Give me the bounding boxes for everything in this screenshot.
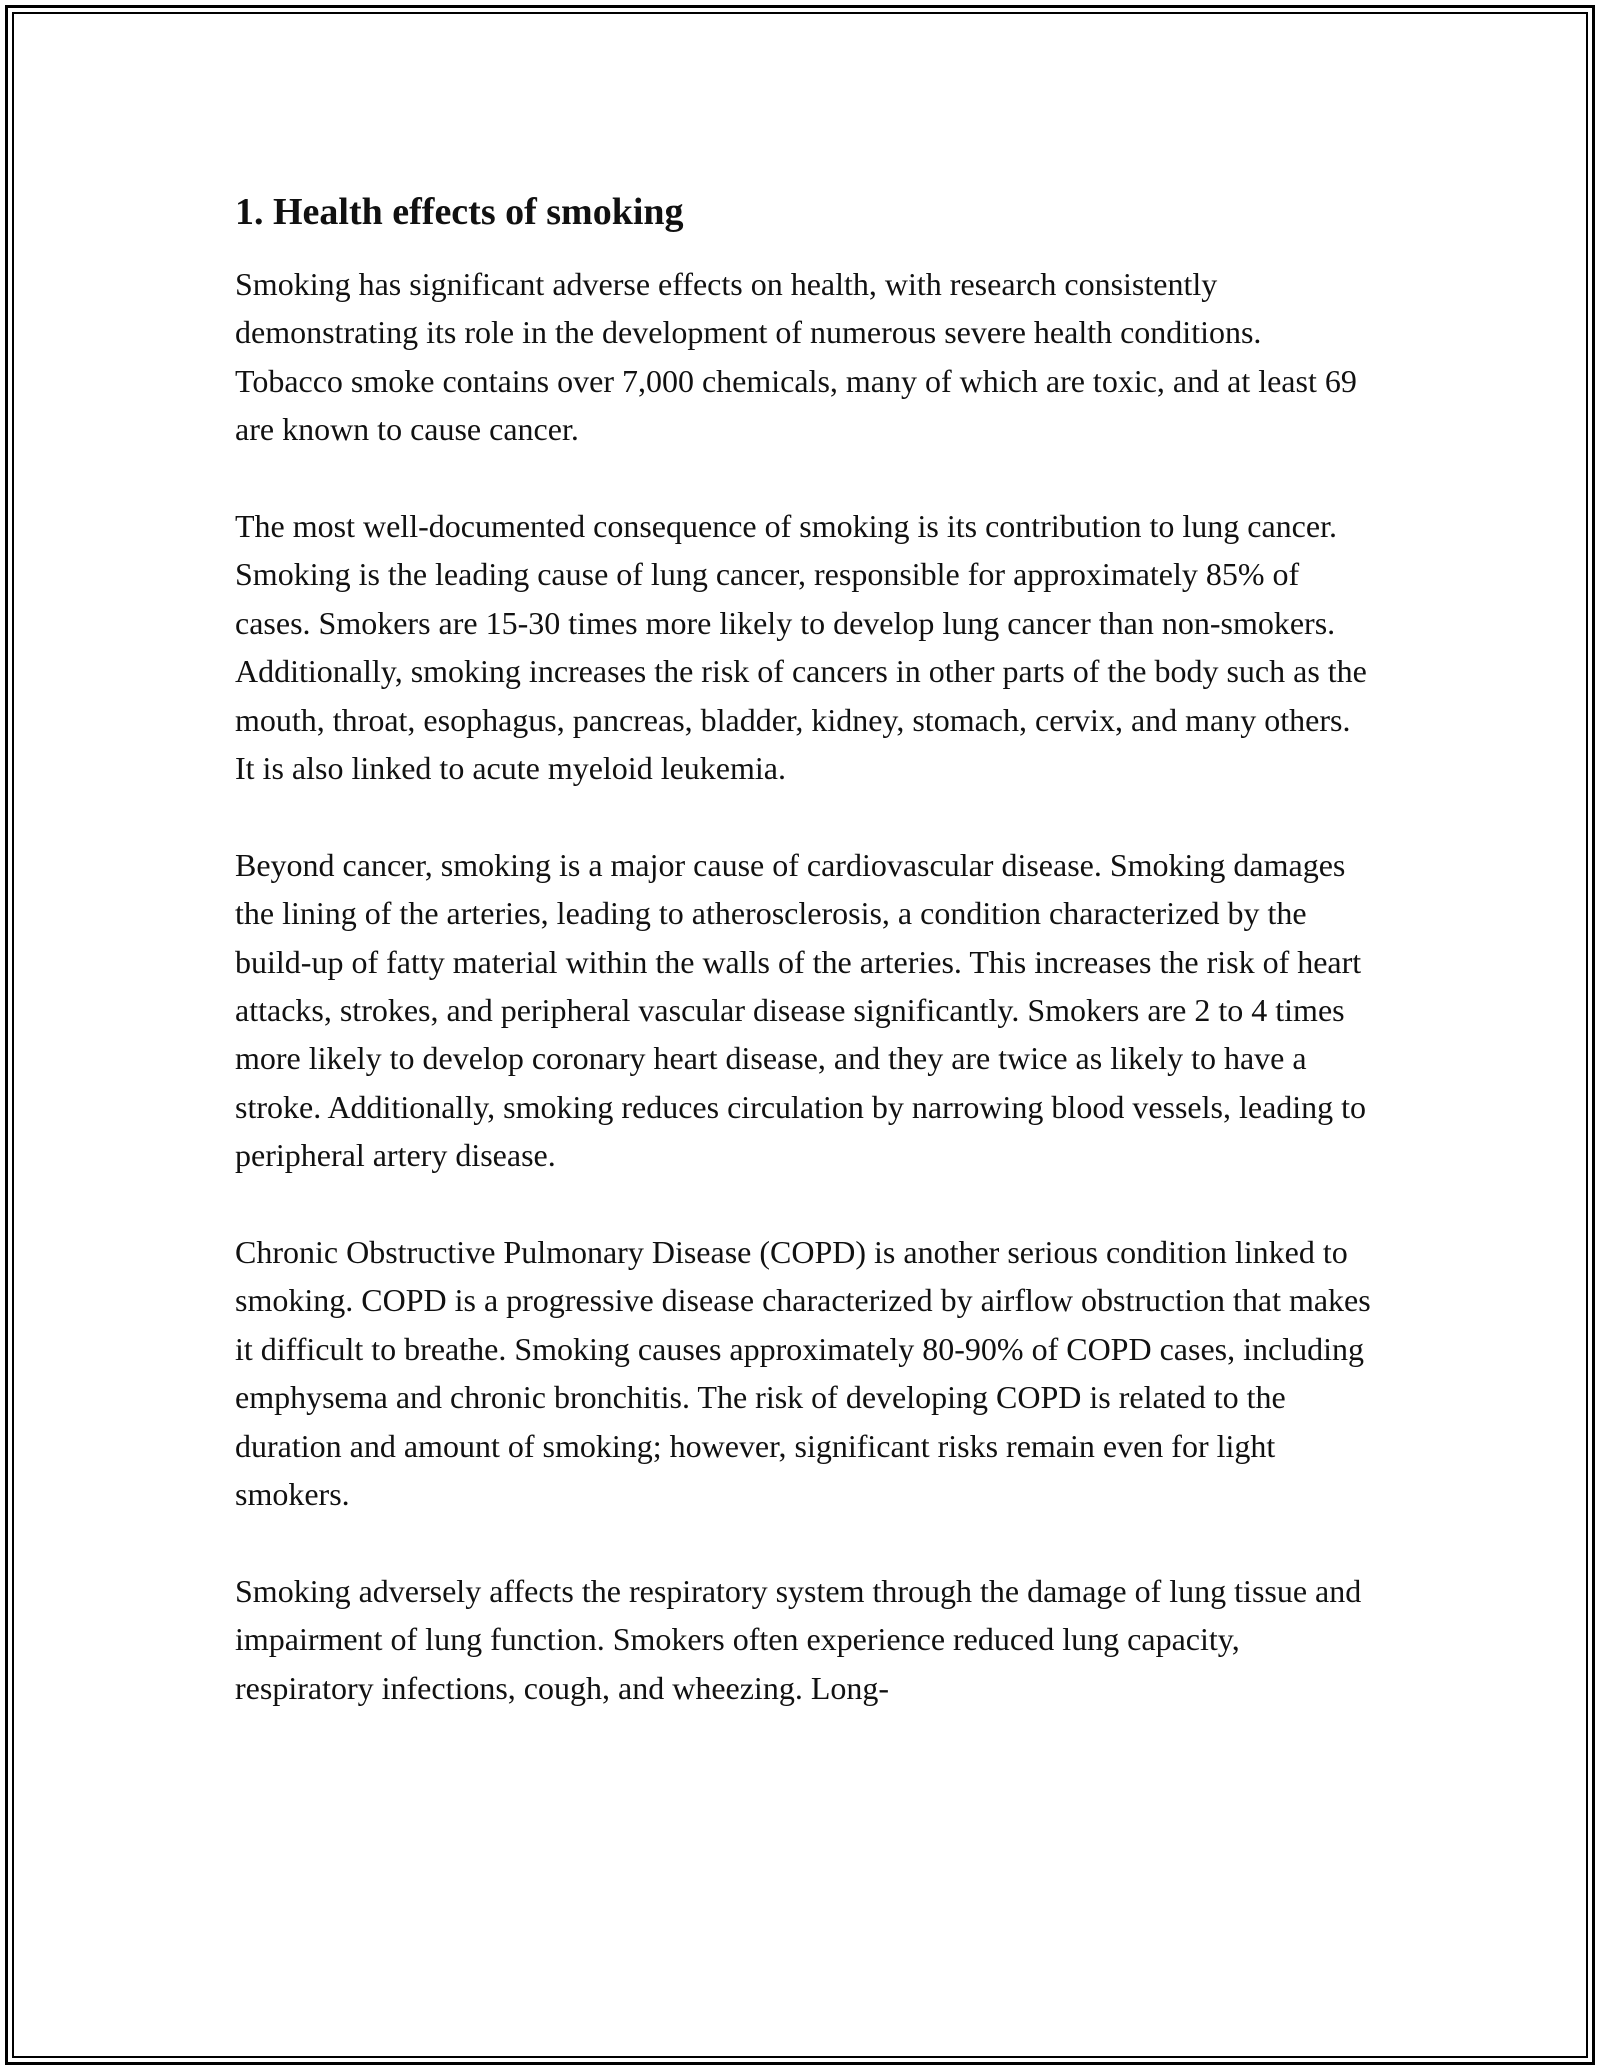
paragraph-cardiovascular-disease: Beyond cancer, smoking is a major cause of cardiovascular disease. Smoking damages the lining of the arteries, leading to atherosclerosis, a condition characterized by the build-up of fatty material within the walls of the arteries. This increases the risk of heart attacks, strokes, and peripheral vascular disease significantly. Smokers are 2 to 4 times more likely to develop coronary heart disease, and they are twice as likely to have a stroke. Additionally, smoking reduces circulation by narrowing blood vessels, leading to peripheral artery disease. xyxy=(235,846,1367,1174)
paragraph-copd: Chronic Obstructive Pulmonary Disease (COPD) is another serious condition linked to smoking. COPD is a progressive disease characterized by airflow obstruction that makes it difficult to breathe. Smoking causes approximately 80-90% of COPD cases, including emphysema and chronic bronchitis. The risk of developing COPD is related to the duration and amount of smoking; however, significant risks remain even for light smokers. xyxy=(235,1234,1371,1513)
paragraph-lung-cancer: The most well-documented consequence of smoking is its contribution to lung cancer. Smoking is the leading cause of lung cancer, responsible for approximately 85% of cases. Smokers are 15-30 times more likely to develop lung cancer than non-smokers. Additionally, smoking increases the risk of cancers in other parts of the body such as the mouth, throat, esophagus, pancreas, bladder, kidney, stomach, cervix, and many others. It is also linked to acute myeloid leukemia. xyxy=(235,508,1367,787)
page-content xyxy=(235,186,1375,1761)
section-heading: 1. Health effects of smoking xyxy=(235,191,684,233)
paragraph-respiratory-system: Smoking adversely affects the respiratory system through the damage of lung tissue and impairment of lung function. Smokers often experience reduced lung capacity, respiratory infections, cough, and wheezing. Long- xyxy=(235,1572,1362,1706)
paragraph-smoking-overview: Smoking has significant adverse effects on health, with research consistently demonstrating its role in the development of numerous severe health conditions. Tobacco smoke contains over 7,000 chemicals, many of which are toxic, and at least 69 are known to cause cancer. xyxy=(235,266,1357,448)
